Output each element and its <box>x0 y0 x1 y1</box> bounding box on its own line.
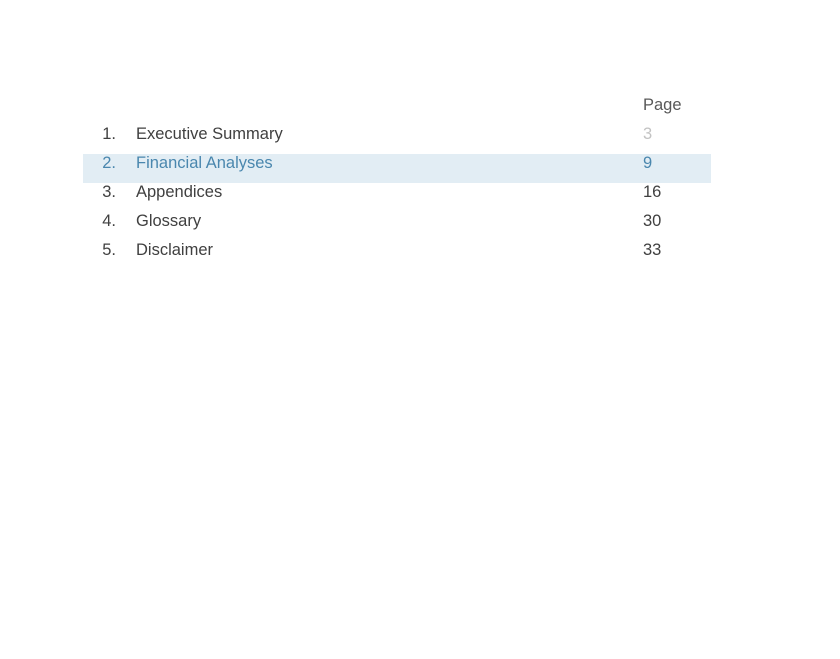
toc-entry-label: Appendices <box>136 183 223 201</box>
toc-entry-number: 3. <box>102 183 116 201</box>
toc-entry-page: 33 <box>643 241 662 259</box>
table-of-contents <box>83 96 711 270</box>
toc-entry-label: Disclaimer <box>136 241 214 259</box>
toc-entry-glossary[interactable] <box>83 212 711 241</box>
toc-entry-label: Glossary <box>136 212 202 230</box>
toc-entry-disclaimer[interactable] <box>83 241 711 270</box>
toc-entry-number: 2. <box>102 154 116 172</box>
toc-entry-appendices[interactable] <box>83 183 711 212</box>
toc-entry-number: 1. <box>102 125 116 143</box>
toc-entry-financial-analyses[interactable] <box>83 154 711 183</box>
toc-header-row <box>83 96 711 125</box>
toc-entry-label: Financial Analyses <box>136 154 273 172</box>
toc-entry-executive-summary[interactable] <box>83 125 711 154</box>
toc-entry-label: Executive Summary <box>136 125 283 143</box>
toc-entry-number: 4. <box>102 212 116 230</box>
toc-entry-page: 9 <box>643 154 653 172</box>
toc-entry-number: 5. <box>102 241 116 259</box>
page-column-header: Page <box>643 96 682 114</box>
toc-entry-page: 3 <box>643 125 653 143</box>
toc-entry-page: 30 <box>643 212 662 230</box>
toc-entry-page: 16 <box>643 183 662 201</box>
